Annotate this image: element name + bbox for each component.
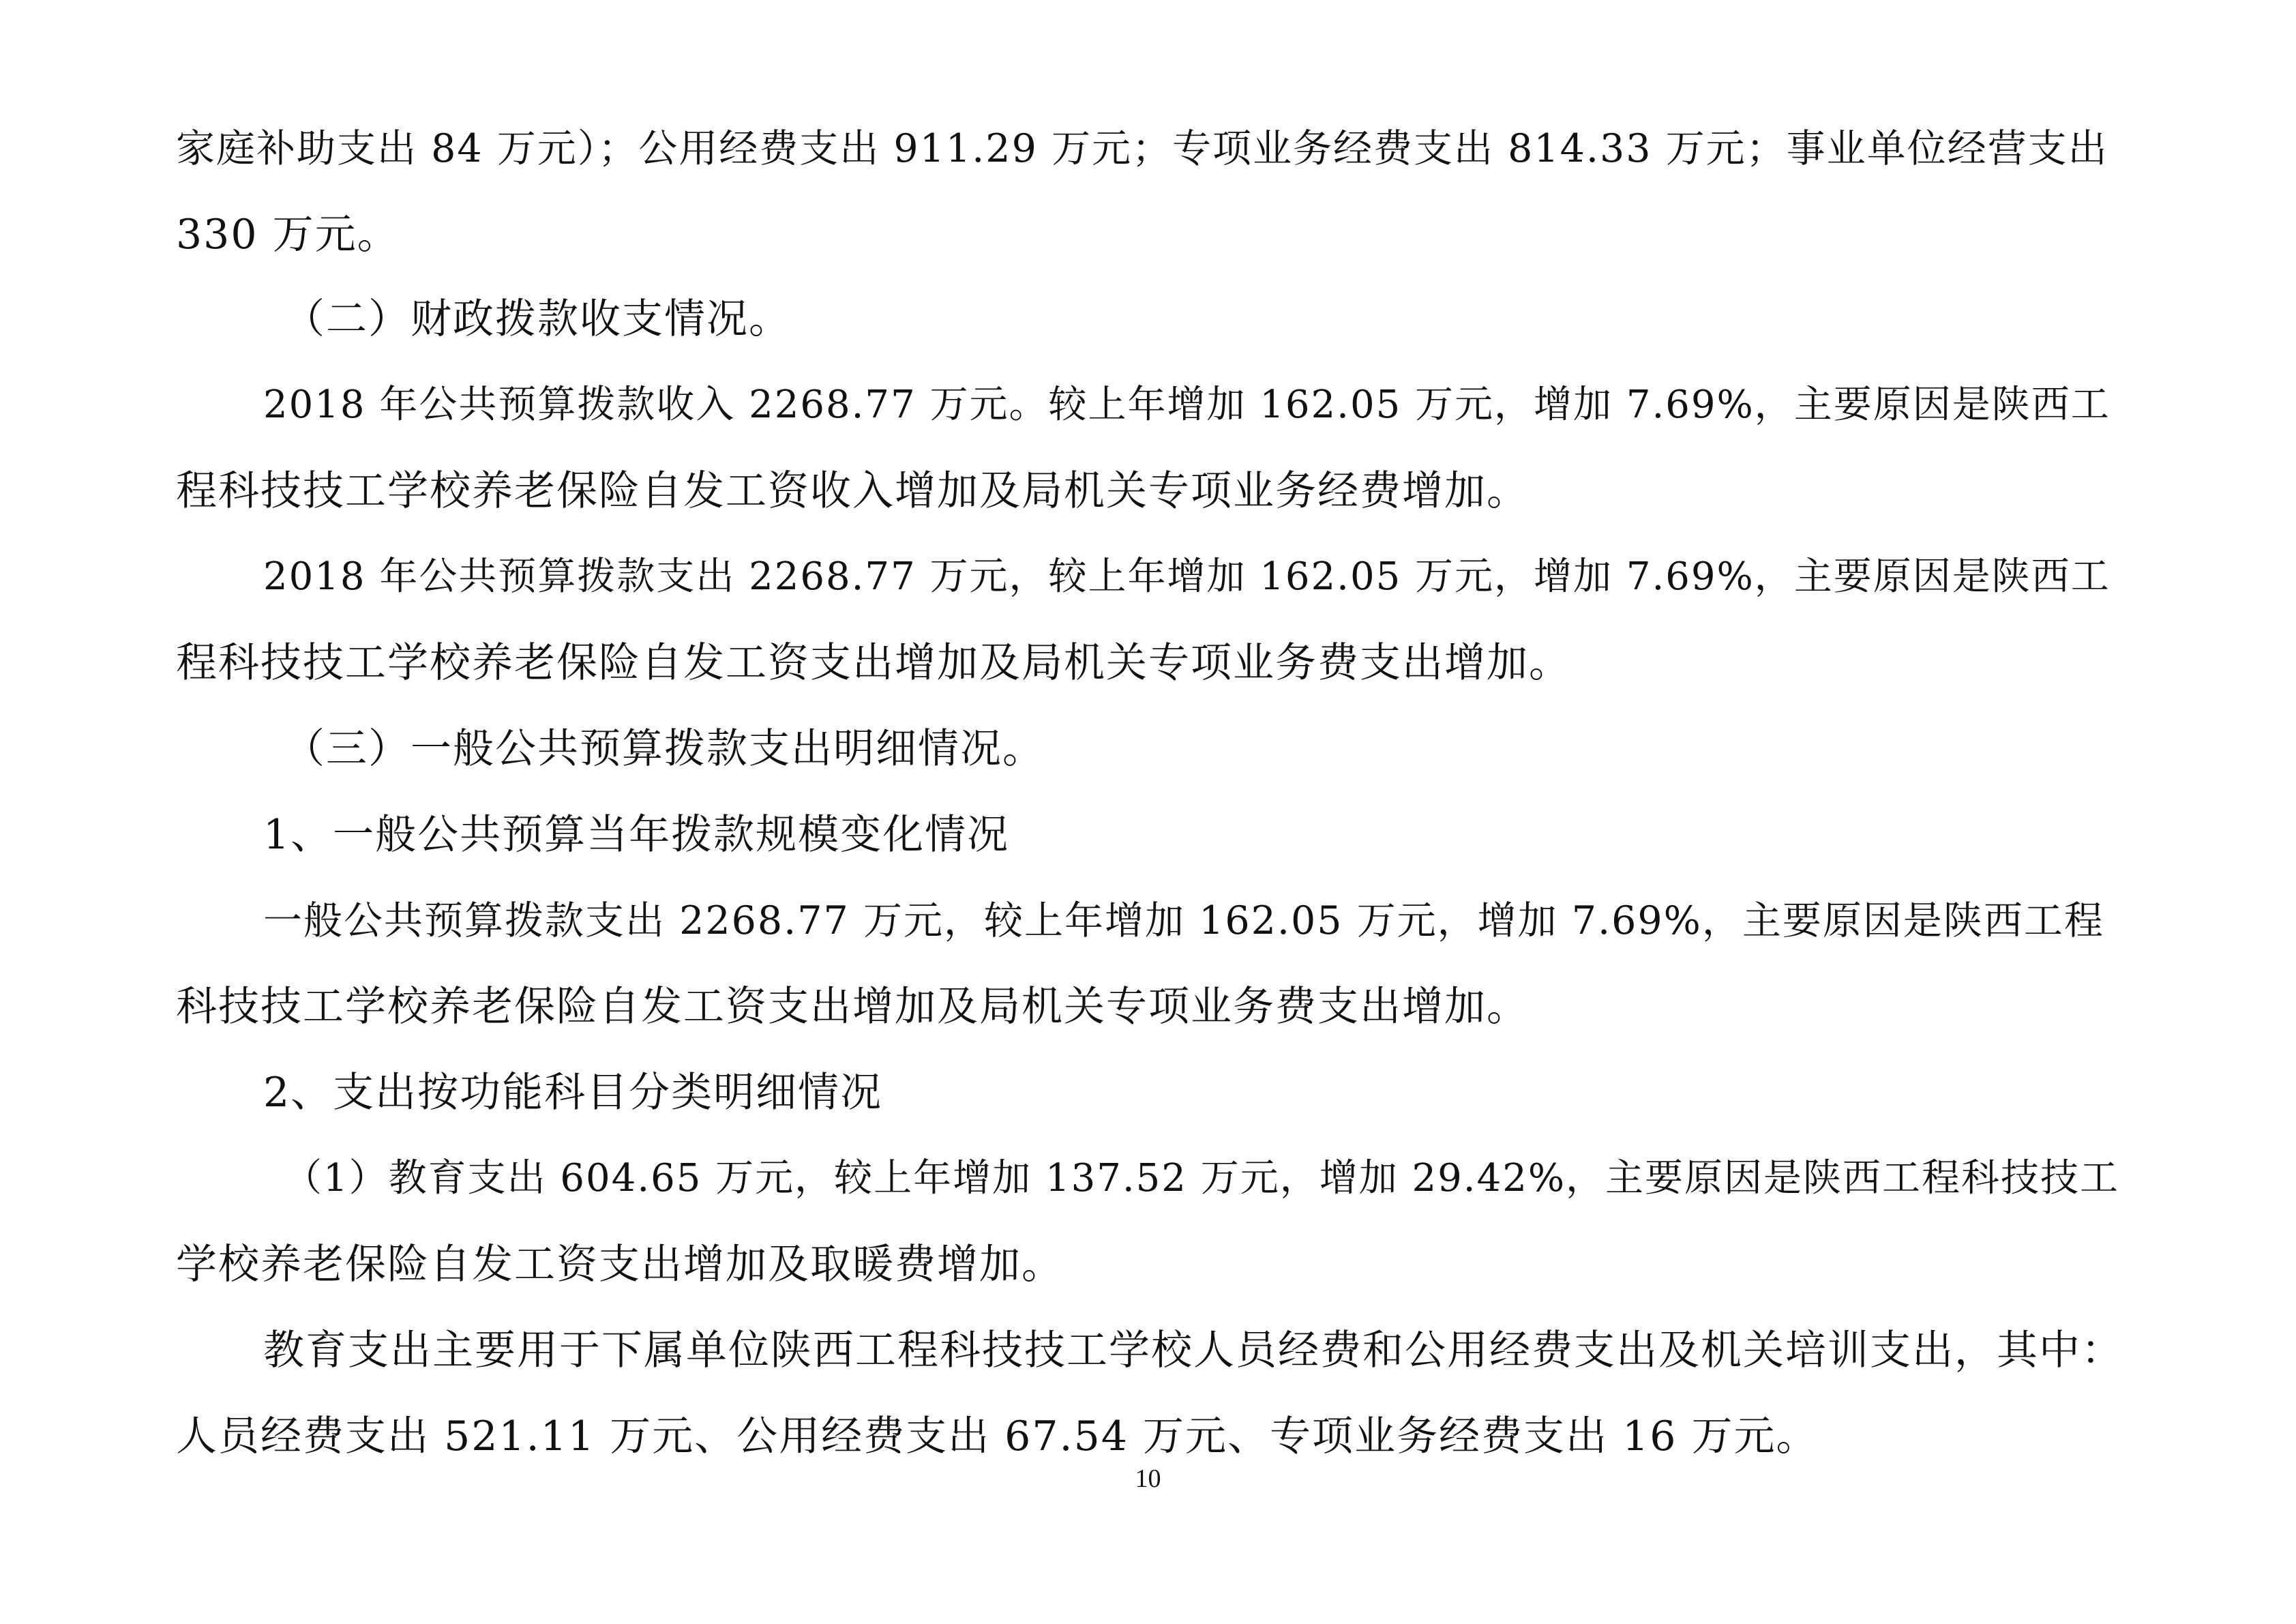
text-line-13: （1）教育支出 604.65 万元，较上年增加 137.52 万元，增加 29.42%，主要原因是陕西工程科技技工	[284, 1156, 2120, 1200]
subsection-heading-2: 2、支出按功能科目分类明细情况	[263, 1069, 883, 1117]
section-heading-3: （三）一般公共预算拨款支出明细情况。	[284, 725, 1045, 773]
text-line-10: 一般公共预算拨款支出 2268.77 万元，较上年增加 162.05 万元，增加 7.69%，主要原因是陕西工程	[263, 898, 2104, 943]
text-line-2: 330 万元。	[176, 211, 400, 259]
section-heading-2: （二）财政拨款收支情况。	[284, 295, 791, 343]
text-line-5: 程科技技工学校养老保险自发工资收入增加及局机关专项业务经费增加。	[176, 467, 1529, 515]
text-line-6: 2018 年公共预算拨款支出 2268.77 万元，较上年增加 162.05 万元，增加 7.69%，主要原因是陕西工	[263, 555, 2111, 599]
text-line-1: 家庭补助支出 84 万元）；公用经费支出 911.29 万元；专项业务经费支出 814.33 万元；事业单位经营支出	[176, 126, 2108, 171]
text-line-7: 程科技技工学校养老保险自发工资支出增加及局机关专项业务费支出增加。	[176, 639, 1571, 687]
subsection-heading-1: 1、一般公共预算当年拨款规模变化情况	[263, 811, 1010, 859]
text-line-16: 人员经费支出 521.11 万元、公用经费支出 67.54 万元、专项业务经费支出 16 万元。	[176, 1413, 1819, 1460]
text-line-15: 教育支出主要用于下属单位陕西工程科技技工学校人员经费和公用经费支出及机关培训支出，其中：	[263, 1327, 2123, 1374]
text-line-14: 学校养老保险自发工资支出增加及取暖费增加。	[176, 1241, 1064, 1288]
page-number: 10	[1135, 1464, 1161, 1493]
text-line-11: 科技技工学校养老保险自发工资支出增加及局机关专项业务费支出增加。	[176, 983, 1529, 1031]
text-line-4: 2018 年公共预算拨款收入 2268.77 万元。较上年增加 162.05 万元，增加 7.69%，主要原因是陕西工	[263, 383, 2111, 427]
